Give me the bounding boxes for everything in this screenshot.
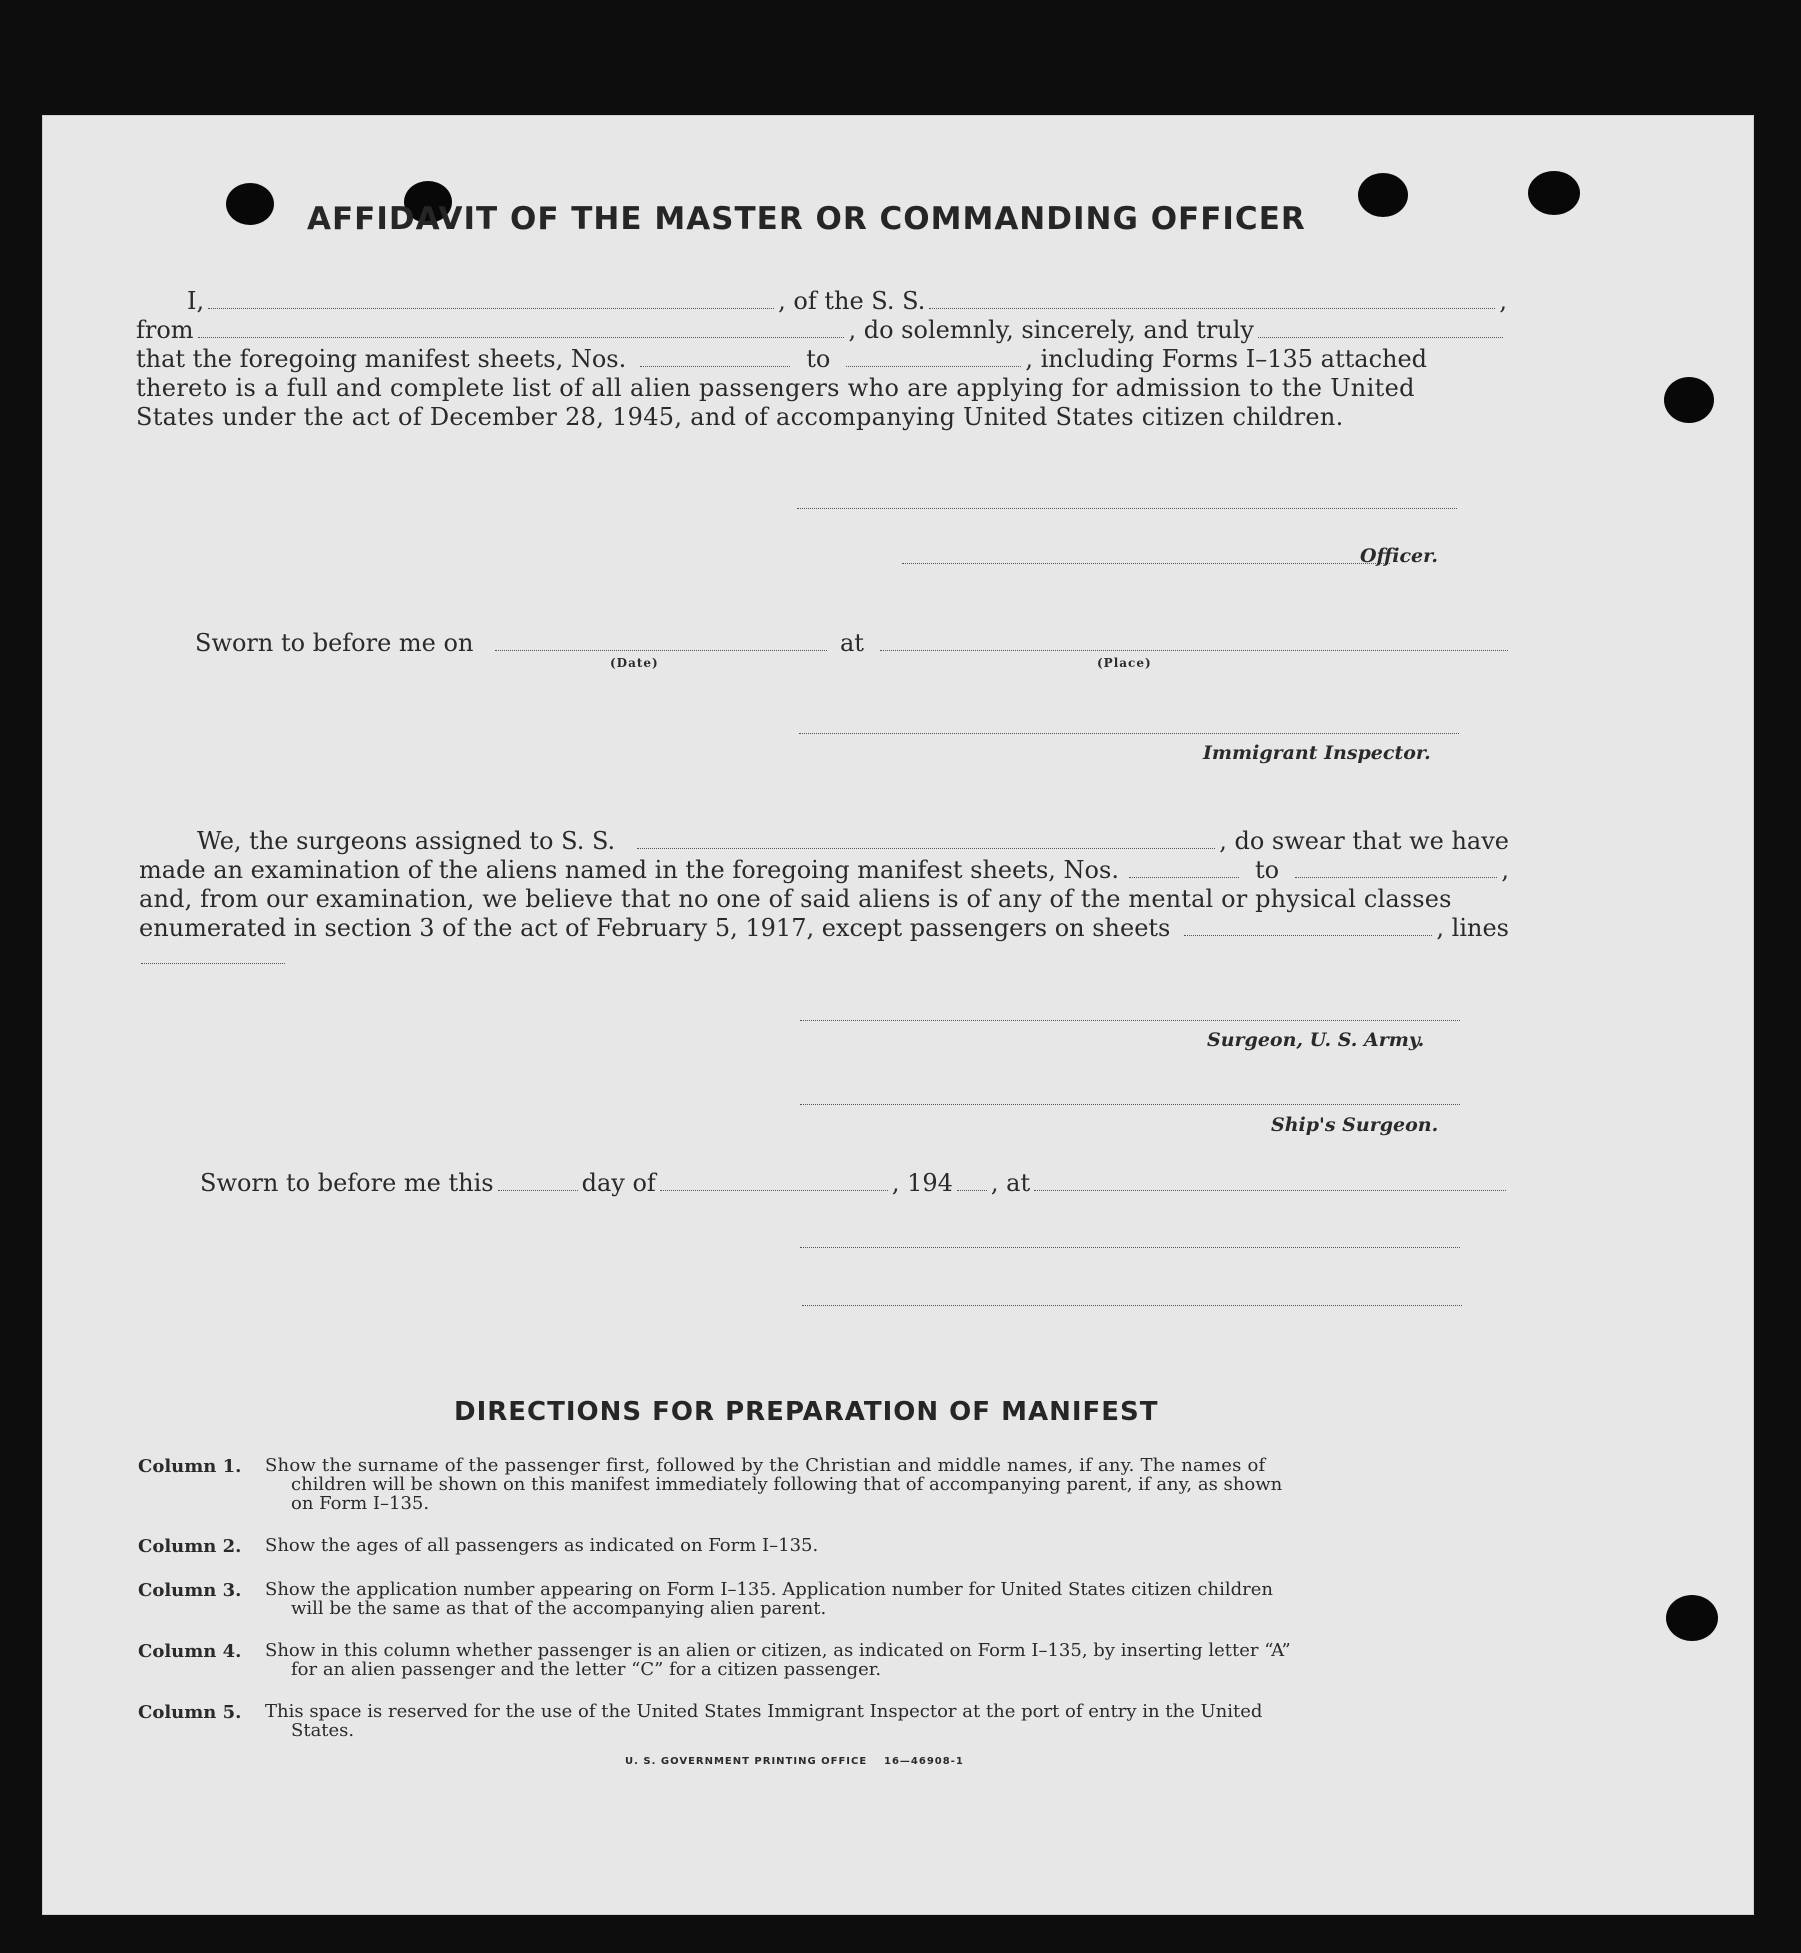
signature-line: [800, 1104, 1460, 1105]
punch-hole: [226, 183, 274, 225]
printer-imprint: U. S. GOVERNMENT PRINTING OFFICE: [625, 1756, 868, 1767]
sworn-text: , 194: [891, 1169, 953, 1197]
signature-line: [800, 1020, 1460, 1021]
date-blank: [495, 650, 827, 651]
sworn-text: , at: [990, 1169, 1031, 1197]
column-text: [265, 1456, 1510, 1513]
sworn-text: Sworn to before me this: [200, 1169, 494, 1197]
immigrant-inspector-label: Immigrant Inspector.: [1203, 742, 1431, 764]
affidavit-title: AFFIDAVIT OF THE MASTER OR COMMANDING OFFICER: [307, 201, 1306, 237]
place-label: (Place): [1097, 656, 1152, 670]
sheet-to-blank: [1295, 877, 1497, 878]
punch-hole: [1664, 377, 1714, 423]
name-blank: [208, 308, 774, 309]
column-text-line: Show the surname of the passenger first, followed by the Christian and middle names, if any. The names of: [265, 1455, 1266, 1476]
year-blank: [957, 1190, 987, 1191]
affidavit-line-5: States under the act of December 28, 1945, and of accompanying United States citizen children.: [136, 403, 1344, 431]
surgeons-text: , do swear that we have: [1219, 827, 1509, 855]
affidavit-line-2: [136, 316, 1507, 345]
column-text-line: for an alien passenger and the letter “C” for a citizen passenger.: [291, 1659, 882, 1680]
sheets-blank: [1184, 935, 1432, 936]
affidavit-text: to: [806, 345, 831, 373]
surgeons-text: to: [1254, 856, 1280, 884]
surgeons-text: We, the surgeons assigned to S. S.: [197, 827, 616, 855]
from-blank: [198, 337, 845, 338]
affidavit-text: , including Forms I–135 attached: [1025, 345, 1428, 373]
column-text: [265, 1702, 1510, 1740]
column-text: [265, 1641, 1510, 1679]
directions-list: [138, 1456, 1510, 1740]
column-label: Column 4.: [138, 1641, 242, 1662]
officer-label: Officer.: [1360, 545, 1439, 567]
punch-hole: [1528, 171, 1580, 215]
column-label: Column 1.: [138, 1456, 242, 1477]
lines-blank: [141, 963, 285, 964]
signature-line: [802, 1305, 1462, 1306]
column-text-line: Show the application number appearing on Form I–135. Application number for United States citizen children: [265, 1579, 1273, 1600]
column-text-line: on Form I–135.: [291, 1493, 430, 1514]
column-text-line: Show the ages of all passengers as indicated on Form I–135.: [265, 1535, 819, 1556]
sworn-at: at: [840, 629, 864, 657]
surgeon-army-label: Surgeon, U. S. Army.: [1207, 1029, 1425, 1051]
affidavit-line-4: thereto is a full and complete list of all alien passengers who are applying for admission to the United: [136, 374, 1415, 402]
affidavit-line-3: [136, 345, 1507, 374]
ship-blank: [929, 308, 1495, 309]
punch-hole: [1358, 173, 1408, 217]
place-blank: [880, 650, 1508, 651]
column-text-line: children will be shown on this manifest immediately following that of accompanying parent, if any, as shown: [291, 1474, 1283, 1495]
ship-surgeon-label: Ship's Surgeon.: [1271, 1114, 1439, 1136]
signature-line: [799, 733, 1459, 734]
sworn-text: Sworn to before me on: [195, 629, 474, 657]
column-text-line: States.: [291, 1720, 355, 1741]
surgeons-line-4: [139, 914, 1509, 943]
document-page: [42, 115, 1754, 1915]
affidavit-text: from: [136, 316, 194, 344]
day-blank: [498, 1190, 578, 1191]
signature-line: [902, 563, 1390, 564]
place-blank: [1034, 1190, 1506, 1191]
direction-column-2: [138, 1536, 1510, 1557]
surgeons-text: enumerated in section 3 of the act of February 5, 1917, except passengers on sheets: [139, 914, 1171, 942]
affidavit-line-1: [187, 287, 1507, 316]
date-label: (Date): [610, 656, 659, 670]
direction-column-3: [138, 1580, 1510, 1618]
affidavit-text: ,: [1499, 287, 1507, 315]
signature-line: [797, 508, 1457, 509]
form-code: 16—46908-1: [884, 1756, 964, 1767]
surgeons-line-3: and, from our examination, we believe that no one of said aliens is of any of the mental or physical classes: [139, 885, 1452, 913]
column-text-line: will be the same as that of the accompanying alien parent.: [291, 1598, 827, 1619]
sheet-from-blank: [1129, 877, 1239, 878]
affidavit-text: I,: [187, 287, 205, 315]
surgeons-line-2: [139, 856, 1509, 885]
affidavit-text: , do solemnly, sincerely, and truly: [848, 316, 1254, 344]
column-label: Column 2.: [138, 1536, 242, 1557]
direction-column-4: [138, 1641, 1510, 1679]
blank: [1258, 337, 1503, 338]
punch-hole: [1666, 1595, 1718, 1641]
sheet-to-blank: [846, 366, 1021, 367]
column-text-line: Show in this column whether passenger is an alien or citizen, as indicated on Form I–135, by inserting letter “A”: [265, 1640, 1291, 1661]
column-label: Column 3.: [138, 1580, 242, 1601]
affidavit-text: that the foregoing manifest sheets, Nos.: [136, 345, 627, 373]
surgeons-text: ,: [1501, 856, 1509, 884]
ship-blank: [637, 848, 1215, 849]
affidavit-text: , of the S. S.: [778, 287, 926, 315]
signature-line: [800, 1247, 1460, 1248]
column-label: Column 5.: [138, 1702, 242, 1723]
direction-column-5: [138, 1702, 1510, 1740]
surgeons-text: , lines: [1436, 914, 1509, 942]
sheet-from-blank: [640, 366, 790, 367]
month-blank: [660, 1190, 888, 1191]
directions-title: DIRECTIONS FOR PREPARATION OF MANIFEST: [454, 1397, 1159, 1427]
column-text: [265, 1580, 1510, 1618]
column-text-line: This space is reserved for the use of the United States Immigrant Inspector at the port of entry in the United: [265, 1701, 1263, 1722]
surgeons-text: made an examination of the aliens named in the foregoing manifest sheets, Nos.: [139, 856, 1119, 884]
sworn-text: day of: [581, 1169, 656, 1197]
column-text: [265, 1536, 1510, 1557]
direction-column-1: [138, 1456, 1510, 1513]
surgeons-line-1: [197, 827, 1509, 856]
sworn-2-line: [200, 1169, 1510, 1198]
